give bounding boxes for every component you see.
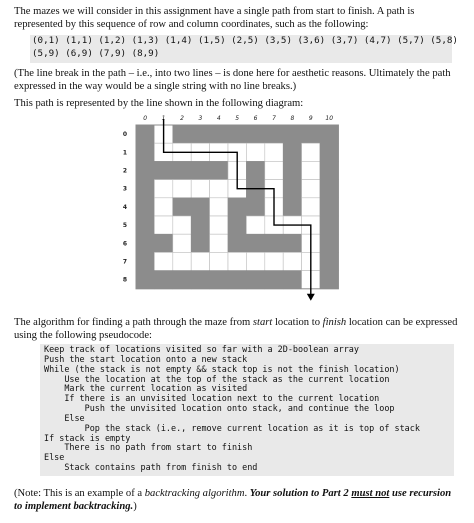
maze-wall-cell	[136, 198, 154, 216]
maze-open-cell	[173, 180, 191, 198]
maze-col-label: 1	[161, 115, 166, 122]
maze-open-cell	[210, 216, 228, 234]
note-prefix: (Note: This is an example of a	[14, 488, 145, 499]
maze-wall-cell	[136, 180, 154, 198]
maze-col-label: 4	[216, 115, 221, 122]
maze-col-label: 9	[308, 115, 313, 122]
maze-wall-cell	[283, 271, 301, 289]
maze-wall-cell	[265, 234, 283, 252]
maze-col-label: 3	[198, 115, 203, 122]
maze-open-cell	[265, 252, 283, 270]
note-bold-1: Your solution to Part 2	[249, 488, 352, 499]
note-suffix: )	[133, 501, 137, 513]
algorithm-intro-after: location can be expressed using the following pseudocode:	[14, 317, 458, 342]
maze-wall-cell	[173, 125, 191, 143]
maze-wall-cell	[283, 125, 301, 143]
maze-wall-cell	[283, 161, 301, 179]
maze-row-label: 2	[122, 167, 128, 175]
maze-wall-cell	[191, 161, 209, 179]
maze-row-label: 0	[122, 131, 128, 139]
maze-open-cell	[302, 161, 320, 179]
maze-open-cell	[246, 143, 264, 161]
maze-wall-cell	[302, 125, 320, 143]
maze-wall-cell	[228, 234, 246, 252]
maze-row-label: 5	[122, 222, 128, 230]
maze-wall-cell	[320, 143, 338, 161]
maze-col-label: 8	[290, 115, 295, 122]
maze-open-cell	[191, 252, 209, 270]
maze-wall-cell	[265, 125, 283, 143]
maze-open-cell	[265, 161, 283, 179]
maze-open-cell	[228, 252, 246, 270]
pseudocode-line: There is no path from start to finish	[44, 442, 253, 453]
maze-open-cell	[302, 180, 320, 198]
maze-row-label: 4	[122, 203, 128, 211]
maze-col-label: 7	[272, 115, 276, 122]
maze-row-label: 6	[122, 240, 128, 248]
maze-wall-cell	[154, 161, 172, 179]
maze-wall-cell	[191, 271, 209, 289]
maze-open-cell	[173, 234, 191, 252]
maze-wall-cell	[320, 180, 338, 198]
maze-wall-cell	[246, 125, 264, 143]
intro-text: The mazes we will consider in this assignment have a single path from start to finish. A path is represented by this sequence of row and column coordinates, such as the following:	[14, 6, 415, 31]
maze-wall-cell	[136, 252, 154, 270]
maze-wall-cell	[191, 198, 209, 216]
algorithm-intro-before: The algorithm for finding a path through the maze from	[14, 317, 253, 328]
maze-col-label: 0	[143, 115, 148, 122]
maze-open-cell	[246, 252, 264, 270]
maze-open-cell	[154, 198, 172, 216]
maze-wall-cell	[136, 216, 154, 234]
line-break-note-text: (The line break in the path – i.e., into two lines – is done here for aesthetic reasons. Ultimately the path expressed in the way would be a single string with no line breaks.)	[14, 68, 451, 93]
maze-wall-cell	[136, 125, 154, 143]
maze-wall-cell	[173, 271, 191, 289]
pseudocode-line: Push the start location onto a new stack	[44, 353, 248, 364]
pseudocode-line: Mark the current location as visited	[44, 383, 248, 394]
pseudocode-line: Use the location at the top of the stack as the current location	[44, 373, 390, 384]
pseudocode-line: Stack contains path from finish to end	[44, 462, 258, 473]
pseudocode-line: If stack is empty	[44, 432, 131, 443]
maze-col-label: 10	[325, 115, 334, 122]
maze-wall-cell	[283, 143, 301, 161]
maze-open-cell	[154, 252, 172, 270]
maze-wall-cell	[246, 198, 264, 216]
maze-wall-cell	[246, 271, 264, 289]
maze-wall-cell	[320, 198, 338, 216]
maze-open-cell	[210, 198, 228, 216]
maze-wall-cell	[228, 271, 246, 289]
maze-wall-cell	[191, 216, 209, 234]
maze-open-cell	[265, 143, 283, 161]
pseudocode-line: If there is an unvisited location next to the current location	[44, 393, 380, 404]
maze-wall-cell	[320, 234, 338, 252]
maze-row-label: 1	[122, 149, 128, 157]
backtracking-note	[14, 487, 460, 513]
pseudocode-line: Pop the stack (i.e., remove current location as it is top of stack	[44, 422, 420, 433]
maze-wall-cell	[246, 161, 264, 179]
note-bold-2: use recursion to implement backtracking.	[14, 488, 452, 513]
path-line-2: (5,9) (6,9) (7,9) (8,9)	[32, 47, 160, 59]
maze-wall-cell	[173, 161, 191, 179]
maze-wall-cell	[283, 180, 301, 198]
pseudocode-line: While (the stack is not empty && stack top is not the finish location)	[44, 363, 400, 374]
maze-wall-cell	[320, 125, 338, 143]
maze-wall-cell	[154, 271, 172, 289]
maze-open-cell	[154, 216, 172, 234]
maze-wall-cell	[173, 198, 191, 216]
maze-col-label: 2	[180, 115, 184, 122]
pseudocode-box	[40, 344, 454, 476]
maze-path-arrow	[307, 294, 315, 301]
algorithm-intro-start: start	[252, 317, 273, 328]
maze-row-label: 8	[122, 276, 128, 284]
pseudocode-line: Else	[44, 452, 65, 463]
maze-open-cell	[173, 216, 191, 234]
maze-wall-cell	[210, 271, 228, 289]
maze-open-cell	[173, 252, 191, 270]
maze-wall-cell	[265, 271, 283, 289]
maze-row-label: 3	[122, 185, 128, 193]
maze-wall-cell	[320, 161, 338, 179]
path-line-1: (0,1) (1,1) (1,2) (1,3) (1,4) (1,5) (2,5) (3,5) (3,6) (3,7) (4,7) (5,7) (5,8)	[32, 35, 458, 46]
maze-open-cell	[210, 234, 228, 252]
maze-open-cell	[283, 252, 301, 270]
pseudocode-line: Else	[44, 412, 85, 423]
note-sep: .	[244, 488, 250, 499]
maze-wall-cell	[191, 234, 209, 252]
maze-wall-cell	[210, 125, 228, 143]
algorithm-intro-between: location to	[272, 317, 323, 328]
diagram-intro-text: This path is represented by the line shown in the following diagram:	[14, 98, 304, 109]
note-term: backtracking algorithm	[144, 488, 245, 499]
maze-wall-cell	[320, 216, 338, 234]
note-must-not: must not	[351, 488, 390, 499]
maze-row-label: 7	[122, 258, 128, 266]
maze-wall-cell	[283, 198, 301, 216]
maze-wall-cell	[136, 271, 154, 289]
maze-wall-cell	[136, 143, 154, 161]
maze-open-cell	[302, 143, 320, 161]
maze-open-cell	[302, 198, 320, 216]
maze-wall-cell	[136, 234, 154, 252]
maze-wall-cell	[228, 198, 246, 216]
maze-wall-cell	[320, 252, 338, 270]
algorithm-intro-finish: finish	[322, 317, 347, 328]
maze-wall-cell	[283, 234, 301, 252]
maze-wall-cell	[210, 161, 228, 179]
maze-open-cell	[154, 180, 172, 198]
maze-wall-cell	[228, 125, 246, 143]
maze-wall-cell	[246, 234, 264, 252]
maze-open-cell	[210, 252, 228, 270]
maze-wall-cell	[320, 271, 338, 289]
maze-open-cell	[191, 180, 209, 198]
pseudocode-line: Push the unvisited location onto stack, and continue the loop	[44, 403, 395, 414]
maze-col-label: 5	[235, 115, 240, 122]
maze-wall-cell	[136, 161, 154, 179]
maze-wall-cell	[154, 234, 172, 252]
maze-open-cell	[246, 216, 264, 234]
pseudocode-line: Keep track of locations visited so far with a 2D-boolean array	[44, 344, 359, 354]
maze-col-label: 6	[253, 115, 258, 122]
algorithm-intro	[14, 316, 460, 342]
maze-wall-cell	[191, 125, 209, 143]
maze-wall-cell	[228, 216, 246, 234]
maze-open-cell	[210, 180, 228, 198]
